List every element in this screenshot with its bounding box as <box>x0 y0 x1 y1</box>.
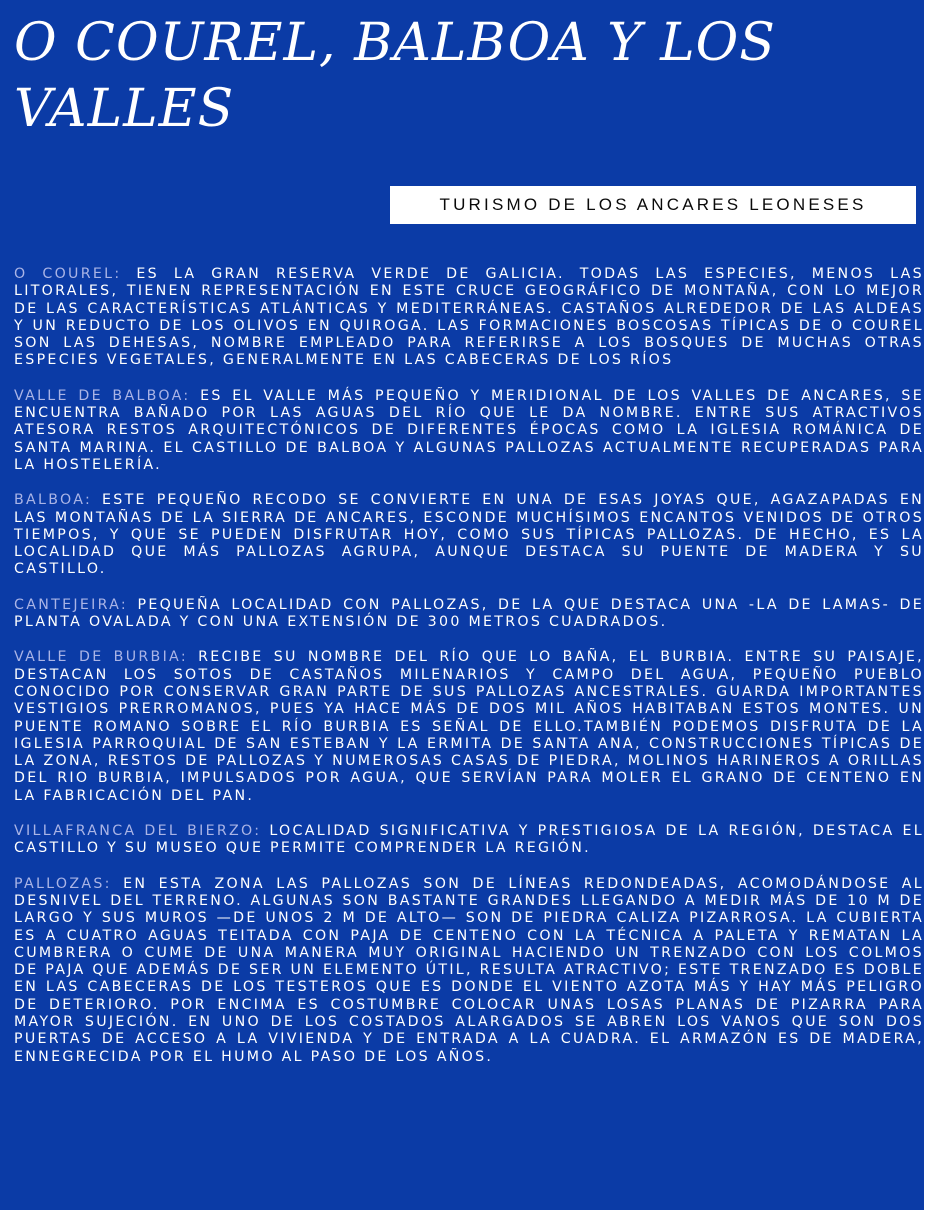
section-villafranca-del-bierzo <box>14 823 924 858</box>
section-text: EN ESTA ZONA LAS PALLOZAS SON DE LÍNEAS REDONDEADAS, ACOMODÁNDOSE AL DESNIVEL DEL TERRENO. ALGUNAS SON BASTANTE GRANDES LLEGANDO A MEDIR MÁS DE 10 M DE LARGO Y SUS MUROS —DE UNOS 2 M DE ALTO— SON DE PIEDRA CALIZA PIZARROSA. LA CUBIERTA ES A CUATRO AGUAS TEITADA CON PAJA DE CENTENO CON LA TÉCNICA A PALETA Y REMATAN LA CUMBRERA O CUME DE UNA MANERA MUY ORIGINAL HACIENDO UN TRENZADO CON LOS COLMOS DE PAJA QUE ADEMÁS DE SER UN ELEMENTO ÚTIL, RESULTA ATRACTIVO; ESTE TRENZADO ES DOBLE EN LAS CABECERAS DE LOS TESTEROS QUE ES DONDE EL VIENTO AZOTA MÁS Y HAY MÁS PELIGRO DE DETERIORO. POR ENCIMA ES COSTUMBRE COLOCAR UNAS LOSAS PLANAS DE PIZARRA PARA MAYOR SUJECIÓN. EN UNO DE LOS COSTADOS ALARGADOS SE ABREN LOS VANOS QUE SON DOS PUERTAS DE ACCESO A LA VIVIENDA Y DE ENTRADA A LA CUADRA. EL ARMAZÓN ES DE MADERA, ENNEGRECIDA POR EL HUMO AL PASO DE LOS AÑOS. <box>14 875 924 1065</box>
section-label: VALLE DE BURBIA: <box>14 649 188 666</box>
subtitle-banner: TURISMO DE LOS ANCARES LEONESES <box>390 186 916 224</box>
page-title: O COUREL, BALBOA Y LOS VALLES <box>14 13 776 139</box>
section-label: CANTEJEIRA: <box>14 596 129 613</box>
section-text: ES EL VALLE MÁS PEQUEÑO Y MERIDIONAL DE LOS VALLES DE ANCARES, SE ENCUENTRA BAÑADO POR LAS AGUAS DEL RÍO QUE LE DA NOMBRE. ENTRE SUS ATRACTIVOS ATESORA RESTOS ARQUITECTÓNICOS DE DIFERENTES ÉPOCAS COMO LA IGLESIA ROMÁNICA DE SANTA MARINA. EL CASTILLO DE BALBOA Y ALGUNAS PALLOZAS ACTUALMENTE RECUPERADAS PARA LA HOSTELERÍA. <box>14 387 924 473</box>
section-balboa <box>14 492 924 578</box>
section-label: O COUREL: <box>14 266 122 282</box>
section-text: RECIBE SU NOMBRE DEL RÍO QUE LO BAÑA, EL BURBIA. ENTRE SU PAISAJE, DESTACAN LOS SOTOS DE CASTAÑOS MILENARIOS Y CAMPO DEL AGUA, PEQUEÑO PUEBLO CONOCIDO POR CONSERVAR GRAN PARTE DE SUS PALLOZAS ANCESTRALES. GUARDA IMPORTANTES VESTIGIOS PRERROMANOS, PUES YA HACE MÁS DE DOS MIL AÑOS HABITABAN ESTOS MONTES. UN PUENTE ROMANO SOBRE EL RÍO BURBIA ES SEÑAL DE ELLO.TAMBIÉN PODEMOS DISFRUTA DE LA IGLESIA PARROQUIAL DE SAN ESTEBAN Y LA ERMITA DE SANTA ANA, CONSTRUCCIONES TÍPICAS DE LA ZONA, RESTOS DE PALLOZAS Y NUMEROSAS CASAS DE PIEDRA, MOLINOS HARINEROS A ORILLAS DEL RIO BURBIA, IMPULSADOS POR AGUA, QUE SERVÍAN PARA MOLER EL GRANO DE CENTENO EN LA FABRICACIÓN DEL PAN. <box>14 649 924 804</box>
section-text: LOCALIDAD SIGNIFICATIVA Y PRESTIGIOSA DE LA REGIÓN, DESTACA EL CASTILLO Y SU MUSEO QUE PERMITE COMPRENDER LA REGIÓN. <box>14 823 924 857</box>
section-label: BALBOA: <box>14 492 93 509</box>
section-pallozas <box>14 876 924 1066</box>
content-body <box>14 266 924 1084</box>
section-o-courel <box>14 266 924 370</box>
section-cantejeira <box>14 597 924 632</box>
section-valle-de-burbia <box>14 649 924 805</box>
section-text: ES LA GRAN RESERVA VERDE DE GALICIA. TODAS LAS ESPECIES, MENOS LAS LITORALES, TIENEN REPRESENTACIÓN EN ESTE CRUCE GEOGRÁFICO DE MONTAÑA, CON LO MEJOR DE LAS CARACTERÍSTICAS ATLÁNTICAS Y MEDITERRÁNEAS. CASTAÑOS ALREDEDOR DE LAS ALDEAS Y UN REDUCTO DE LOS OLIVOS EN QUIROGA. LAS FORMACIONES BOSCOSAS TÍPICAS DE O COUREL SON LAS DEHESAS, NOMBRE EMPLEADO PARA REFERIRSE A LOS BOSQUES DE MUCHAS OTRAS ESPECIES VEGETALES, GENERALMENTE EN LAS CABECERAS DE LOS RÍOS <box>14 266 924 369</box>
section-text: PEQUEÑA LOCALIDAD CON PALLOZAS, DE LA QUE DESTACA UNA -LA DE LAMAS- DE PLANTA OVALADA Y CON UNA EXTENSIÓN DE 300 METROS CUADRADOS. <box>14 596 924 631</box>
section-label: VILLAFRANCA DEL BIERZO: <box>14 823 262 840</box>
section-label: VALLE DE BALBOA: <box>14 387 191 404</box>
section-valle-de-balboa <box>14 388 924 474</box>
section-label: PALLOZAS: <box>14 875 112 892</box>
section-text: ESTE PEQUEÑO RECODO SE CONVIERTE EN UNA DE ESAS JOYAS QUE, AGAZAPADAS EN LAS MONTAÑAS DE LA SIERRA DE ANCARES, ESCONDE MUCHÍSIMOS ENCANTOS VENIDOS DE OTROS TIEMPOS, Y QUE SE PUEDEN DISFRUTAR HOY, COMO SUS TÍPICAS PALLOZAS. DE HECHO, ES LA LOCALIDAD QUE MÁS PALLOZAS AGRUPA, AUNQUE DESTACA SU PUENTE DE MADERA Y SU CASTILLO. <box>14 492 924 578</box>
